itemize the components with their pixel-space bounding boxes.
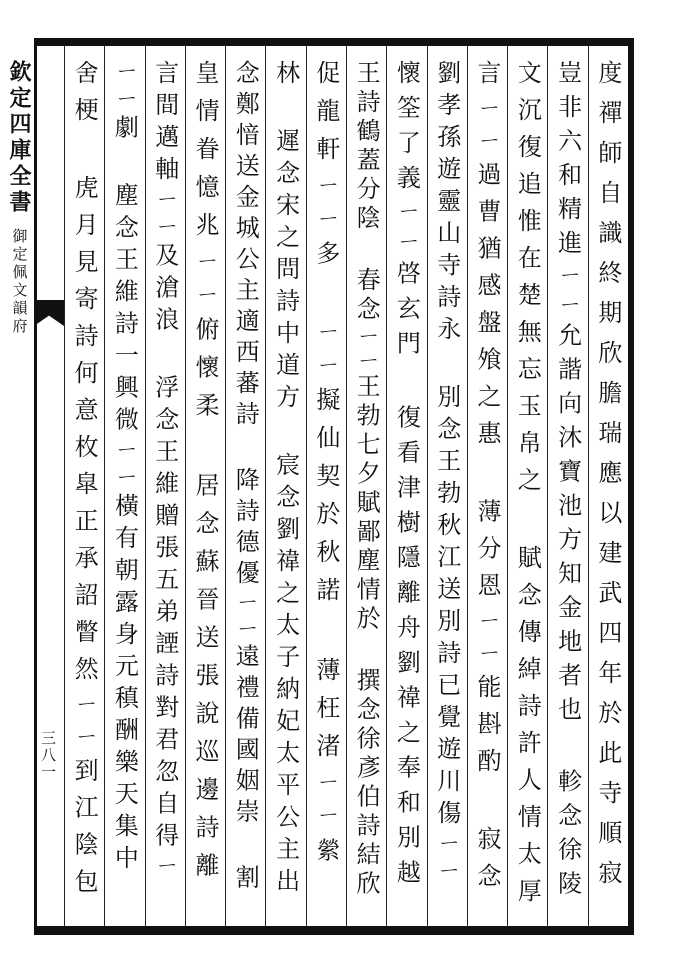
column-text: 度禪師自識終期欣膽瑞應以建武四年於此寺順寂 bbox=[593, 60, 622, 900]
column-rule bbox=[185, 46, 186, 926]
top-border bbox=[34, 38, 634, 46]
bottom-border bbox=[34, 926, 634, 935]
column-rule bbox=[386, 46, 387, 926]
text-column bbox=[467, 60, 507, 920]
text-column bbox=[507, 60, 547, 920]
text-column bbox=[346, 60, 386, 920]
margin-column bbox=[4, 60, 34, 336]
text-column bbox=[185, 60, 225, 920]
text-column bbox=[265, 60, 305, 920]
page-number: 三八一 bbox=[39, 730, 57, 781]
column-rule bbox=[104, 46, 105, 926]
column-text: 皇情眷憶兆ㄧㄧ俯懷柔 居念蘇晉送張說巡邊詩離 bbox=[190, 60, 219, 891]
text-column bbox=[588, 60, 628, 920]
column-text: 林 遲念宋之問詩中道方 宸念劉禕之太子納妃太平公主出 bbox=[271, 60, 300, 900]
text-column bbox=[386, 60, 426, 920]
book-subtitle: 御定佩文韻府 bbox=[10, 228, 29, 336]
column-rule bbox=[507, 46, 508, 926]
column-text: 劉孝孫遊靈山寺詩永 別念王勃秋江送別詩已覺遊川傷ㄧㄧ bbox=[432, 60, 461, 887]
column-rule bbox=[64, 46, 65, 926]
column-text: 言ㄧㄧ過曹猶感盤飧之惠 薄分恩ㄧㄧ能斟酌 寂念 bbox=[472, 60, 501, 900]
column-rule bbox=[588, 46, 589, 926]
text-column bbox=[547, 60, 587, 920]
column-rule bbox=[306, 46, 307, 926]
column-rule bbox=[145, 46, 146, 926]
text-column bbox=[104, 60, 144, 920]
column-text: 促龍軒ㄧㄧ多 ㄧㄧ擬仙契於秋諾 薄枉渚ㄧㄧ縈 bbox=[311, 60, 340, 876]
text-column bbox=[145, 60, 185, 920]
column-rule bbox=[225, 46, 226, 926]
column-rule bbox=[346, 46, 347, 926]
column-rule bbox=[547, 46, 548, 926]
text-column bbox=[427, 60, 467, 920]
column-rule bbox=[265, 46, 266, 926]
column-text: 舍梗 虎月見寄詩何意枚皐正承詔瞥然ㄧㄧ到江陰包 bbox=[70, 60, 99, 906]
column-text: ㄧㄧ劇 塵念王維詩一興微ㄧㄧ橫有朝露身元稹酬樂天集中 bbox=[110, 60, 139, 877]
text-column bbox=[64, 60, 104, 920]
column-text: 言間邁軸ㄧㄧ及滄浪 浮念王維贈張五弟諲詩對君忽自得ㄧ bbox=[150, 60, 179, 882]
column-text: 念鄭愔送金城公主適西蕃詩 降詩德優ㄧㄧ遠禮備國姻崇 割 bbox=[231, 60, 260, 896]
book-title: 欽定四庫全書 bbox=[6, 60, 32, 216]
column-text: 文沉復追惟在楚無忘玉帛之 賦念傳綽詩許人情太厚 bbox=[513, 60, 542, 915]
column-text: 懷筌了義ㄧㄧ啓玄門 復看津樹隱離舟劉禕之奉和別越 bbox=[392, 60, 421, 895]
text-column bbox=[306, 60, 346, 920]
text-column bbox=[225, 60, 265, 920]
column-rule bbox=[467, 46, 468, 926]
column-rule bbox=[427, 46, 428, 926]
column-text: 王詩鶴蓋分陰 春念ㄧㄧ王勃七夕賦鄙塵情於 撰念徐彥伯詩結欣 bbox=[352, 60, 381, 900]
column-text: 豈非六和精進ㄧㄧ允諧向沐寶池方知金地者也 軫念徐陵 bbox=[553, 60, 582, 905]
